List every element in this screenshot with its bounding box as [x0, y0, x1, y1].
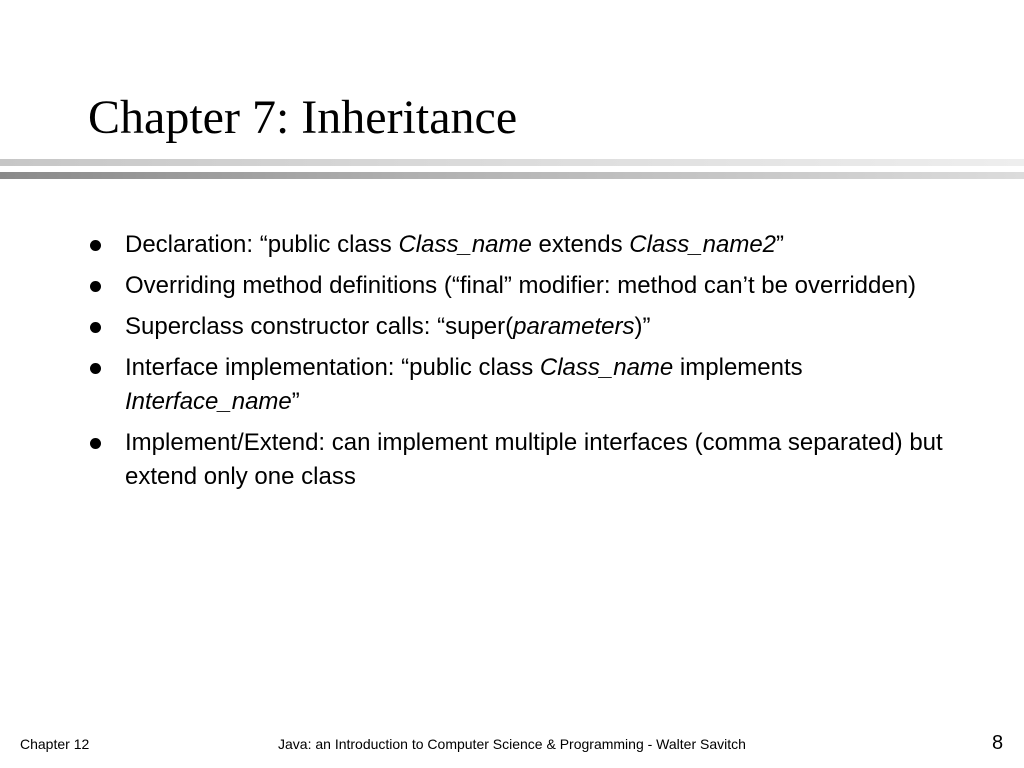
bullet-text-run: Implement/Extend: can implement multiple interfaces (comma separated) but extend only one class: [125, 429, 943, 490]
bullet-text-run-italic: parameters: [513, 313, 635, 340]
bullet-text-run-italic: Class_name: [398, 231, 532, 258]
bullet-text: [125, 231, 784, 258]
footer-page-number: 8: [992, 732, 1004, 754]
bullet-text: [125, 429, 943, 490]
bullet-list: [88, 228, 968, 501]
bullet-text-run: ”: [291, 388, 300, 415]
bullet-text-run: implements: [673, 354, 803, 381]
bullet-dot-icon: [90, 438, 101, 449]
title-divider-light: [0, 159, 1024, 166]
bullet-text-run: ”: [776, 231, 785, 258]
footer-chapter: Chapter 12: [20, 736, 90, 752]
bullet-dot-icon: [90, 240, 101, 251]
footer-book-title: Java: an Introduction to Computer Science & Programming - Walter Savitch: [278, 736, 746, 752]
bullet-text: [125, 272, 916, 299]
bullet-dot-icon: [90, 363, 101, 374]
bullet-text-run-italic: Class_name: [539, 354, 674, 381]
bullet-text: [125, 313, 651, 340]
bullet-text-run: extends: [531, 231, 630, 258]
title-divider-dark: [0, 172, 1024, 179]
bullet-text-run-italic: Interface_name: [125, 388, 292, 415]
bullet-text-run-italic: Class_name2: [629, 231, 777, 258]
bullet-text-run: Declaration: “public class: [125, 231, 399, 258]
bullet-text-run: Overriding method definitions (“final” modifier: method can’t be overridden): [125, 272, 917, 299]
bullet-text-run: )”: [634, 313, 651, 340]
slide-title: Chapter 7: Inheritance: [88, 91, 518, 144]
bullet-item-overriding: [88, 269, 968, 303]
bullet-text-run: Interface implementation: “public class: [125, 354, 540, 381]
bullet-text-run: Superclass constructor calls: “super(: [125, 313, 514, 340]
bullet-item-declaration: [88, 228, 968, 262]
bullet-dot-icon: [90, 281, 101, 292]
bullet-item-superclass-constructor: [88, 310, 968, 344]
bullet-text: [125, 354, 803, 415]
bullet-item-interface-implementation: [88, 351, 968, 419]
bullet-item-implement-extend: [88, 426, 968, 494]
bullet-dot-icon: [90, 322, 101, 333]
